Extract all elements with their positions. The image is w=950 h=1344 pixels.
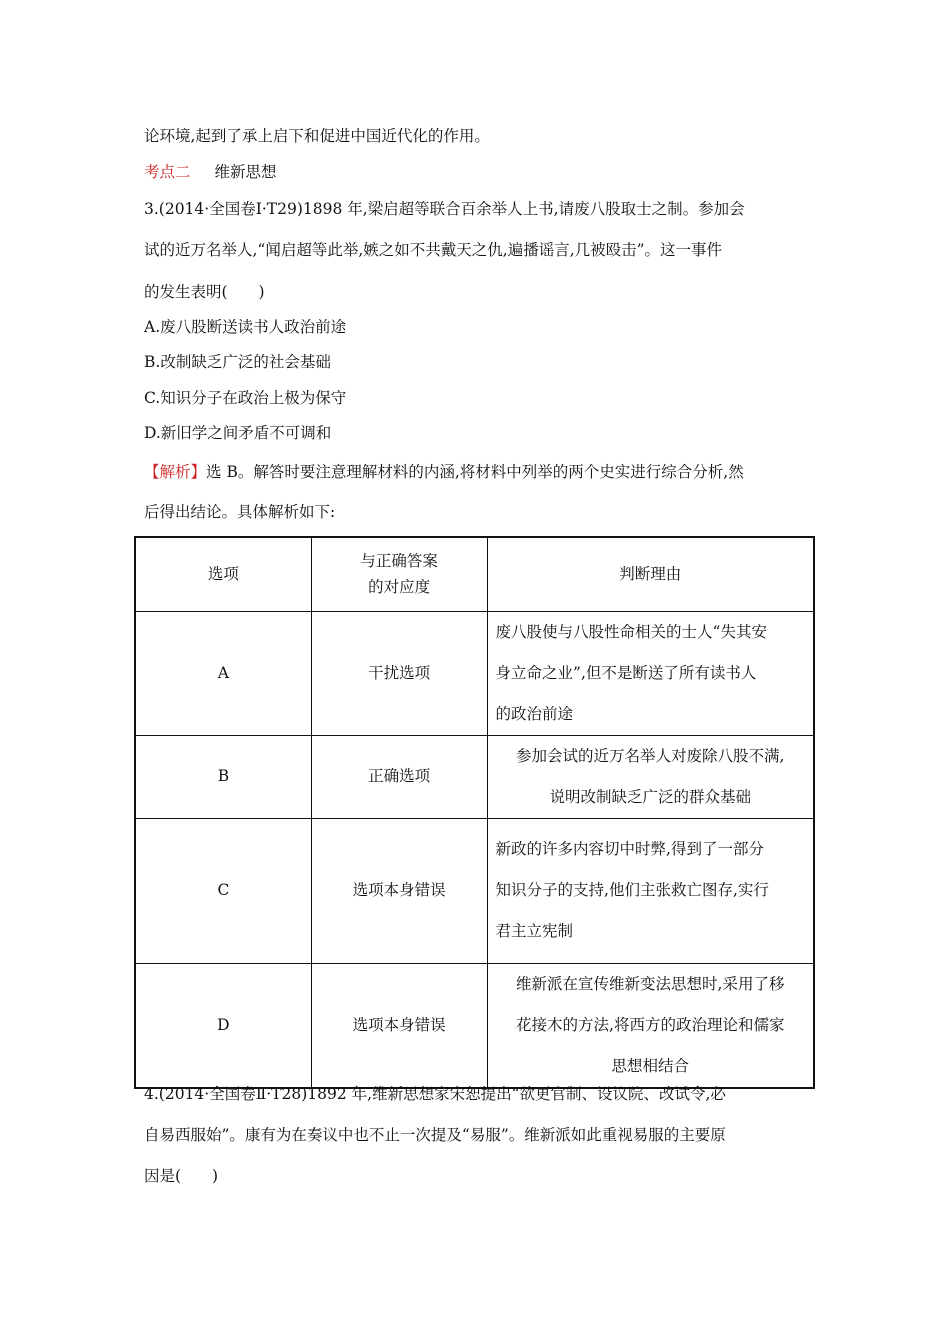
table-header-row	[135, 537, 814, 611]
analysis-table	[134, 536, 815, 1089]
section-title: 维新思想	[214, 163, 277, 181]
q3-text-line: 试的近万名举人,“闻启超等此举,嫉之如不共戴天之仇,遍播谣言,几被殴击”。这一事件	[144, 241, 723, 259]
table-row	[135, 735, 814, 818]
q3-option-c: C.知识分子在政治上极为保守	[144, 389, 347, 407]
q3-option-d: D.新旧学之间矛盾不可调和	[144, 424, 332, 442]
cell-reason: 维新派在宣传维新变法思想时,采用了移 花接木的方法,将西方的政治理论和儒家 思想相结合	[487, 963, 814, 1088]
cell-degree: 选项本身错误	[311, 963, 487, 1088]
table-row	[135, 818, 814, 963]
cell-reason: 参加会试的近万名举人对废除八股不满, 说明改制缺乏广泛的群众基础	[487, 735, 814, 818]
header-option: 选项	[135, 537, 311, 611]
header-degree: 与正确答案 的对应度	[311, 537, 487, 611]
analysis-line	[144, 461, 820, 483]
q4-text-line: 因是( )	[144, 1167, 219, 1185]
q3-text-line: 3.(2014·全国卷Ⅰ·T29)1898 年,梁启超等联合百余举人上书,请废八股取士之制。参加会	[144, 200, 745, 218]
cell-option: B	[135, 735, 311, 818]
section-label: 考点二	[144, 163, 191, 181]
analysis-line: 后得出结论。具体解析如下:	[144, 503, 336, 521]
header-reason: 判断理由	[487, 537, 814, 611]
q4-text-line: 自易西服始”。康有为在奏议中也不止一次提及“易服”。维新派如此重视易服的主要原	[144, 1126, 726, 1144]
cell-option: C	[135, 818, 311, 963]
cell-degree: 正确选项	[311, 735, 487, 818]
cell-degree: 干扰选项	[311, 611, 487, 735]
table-row	[135, 963, 814, 1088]
cell-degree: 选项本身错误	[311, 818, 487, 963]
q3-option-a: A.废八股断送读书人政治前途	[144, 318, 347, 336]
intro-tail-text: 论环境,起到了承上启下和促进中国近代化的作用。	[144, 127, 490, 145]
q3-option-b: B.改制缺乏广泛的社会基础	[144, 353, 331, 371]
cell-reason: 新政的许多内容切中时弊,得到了一部分 知识分子的支持,他们主张救亡图存,实行 君主立宪制	[487, 818, 814, 963]
cell-option: A	[135, 611, 311, 735]
analysis-text: 选 B。解答时要注意理解材料的内涵,将材料中列举的两个史实进行综合分析,然	[206, 463, 744, 481]
table-row	[135, 611, 814, 735]
q4-text-line: 4.(2014·全国卷Ⅱ·T28)1892 年,维新思想家宋恕提出“欲更官制、设议院、改试令,必	[144, 1085, 726, 1103]
analysis-tag: 【解析】	[144, 463, 207, 481]
cell-reason: 废八股使与八股性命相关的士人“失其安 身立命之业”,但不是断送了所有读书人 的政治前途	[487, 611, 814, 735]
section-heading	[144, 161, 820, 183]
cell-option: D	[135, 963, 311, 1088]
q3-text-line: 的发生表明( )	[144, 283, 265, 301]
